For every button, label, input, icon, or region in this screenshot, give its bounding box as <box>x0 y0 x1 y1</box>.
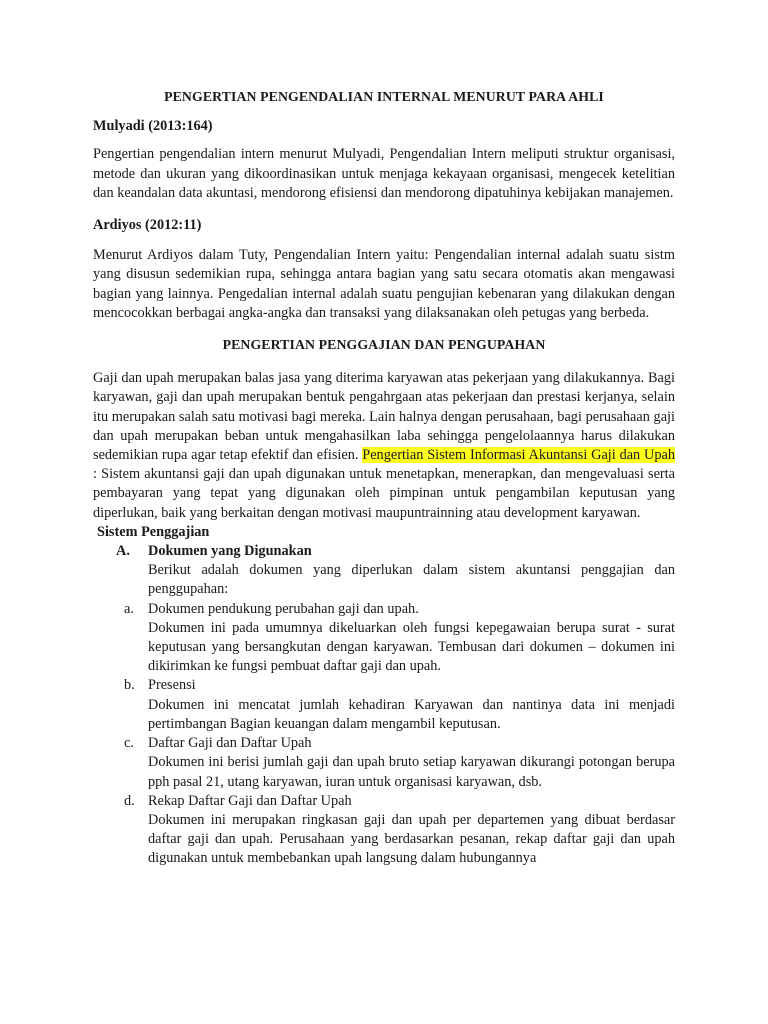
list-marker: a. <box>124 600 134 617</box>
list-item-label: Daftar Gaji dan Daftar Upah <box>148 735 312 752</box>
heading-mulyadi: Mulyadi (2013:164) <box>93 118 213 135</box>
list-item-b <box>93 676 675 695</box>
heading-sistem-penggajian: Sistem Penggajian <box>97 523 210 540</box>
list-item-label: Rekap Daftar Gaji dan Daftar Upah <box>148 792 352 809</box>
section-a-title: Dokumen yang Digunakan <box>148 543 312 560</box>
list-item-body: Dokumen ini pada umumnya dikeluarkan oleh fungsi kepegawaian berupa surat - surat keputusan yang bersangkutan dengan karyawan. Tembusan dari dokumen – dokumen ini dikirimkan ke fungsi pembuat daftar gaji dan upah. <box>148 619 675 675</box>
heading-ardiyos: Ardiyos (2012:11) <box>93 217 202 234</box>
gaji-upah-text: Gaji dan upah merupakan balas jasa yang diterima karyawan atas pekerjaan yang dilakukannya. Bagi karyawan, gaji dan upah merupakan bentuk pengahrgaan atas pekerjaan dan prestasi kerjanya, selain itu merupakan salah satu motivasi bagi mereka. Lain halnya dengan perusahaan, bagi perusahaan gaji dan upah merupakan beban untuk mengahasilkan laba sehingga pengelolaannya harus dilakukan sedemikian rupa agar tetap efektif dan efisien. <box>93 370 675 464</box>
list-item-label: Dokumen pendukung perubahan gaji dan upah. <box>148 600 419 617</box>
title-penggajian-pengupahan: PENGERTIAN PENGGAJIAN DAN PENGUPAHAN <box>222 337 546 353</box>
list-item-label: Presensi <box>148 677 196 694</box>
list-marker: d. <box>124 792 135 809</box>
paragraph-ardiyos: Menurut Ardiyos dalam Tuty, Pengendalian Intern yaitu: Pengendalian internal adalah suatu sistm yang disusun sedemikian rupa, sehingga antara bagian yang satu secara otomatis akan mengawasi bagian yang lainnya. Pengedalian internal adalah suatu pengujian kebenaran yang dilakukan dengan mencocokkan berbagai angka-angka dan transaksi yang dilaksanakan oleh petugas yang berbeda. <box>93 247 675 321</box>
list-item-body: Dokumen ini mencatat jumlah kehadiran Karyawan dan nantinya data ini menjadi pertimbangan Bagian keuangan dalam mengambil keputusan. <box>148 696 675 732</box>
paragraph-gaji-upah <box>93 369 675 523</box>
list-marker: b. <box>124 677 135 694</box>
section-a-letter: A. <box>116 543 130 560</box>
sia-definition-text: : Sistem akuntansi gaji dan upah digunakan untuk menetapkan, menerapkan, dan mengevaluasi serta pembayaran yang tepat yang digunakan oleh pimpinan untuk pengambilan keputusan yang diperlukan, baik yang berkaitan dengan motivasi maupuntrainning atau development karyawan. <box>93 466 675 521</box>
list-item-body: Dokumen ini berisi jumlah gaji dan upah bruto setiap karyawan dikurangi potongan berupa pph pasal 21, utang karyawan, iuran untuk organisasi karyawan, dsb. <box>148 754 675 790</box>
list-item-body: Dokumen ini merupakan ringkasan gaji dan upah per departemen yang dibuat berdasar daftar gaji dan upah. Perusahaan yang berdasarkan pesanan, rekap daftar gaji dan upah digunakan untuk membebankan upah langsung dalam hubungannya <box>148 811 675 867</box>
title-pengendalian-internal: PENGERTIAN PENGENDALIAN INTERNAL MENURUT PARA AHLI <box>164 89 604 104</box>
list-item-c <box>93 734 675 753</box>
list-item-a <box>93 600 675 619</box>
highlighted-sia-definition: Pengertian Sistem Informasi Akuntansi Gaji dan Upah <box>362 447 675 464</box>
list-marker: c. <box>124 735 134 752</box>
list-item-d <box>93 792 675 811</box>
paragraph-mulyadi: Pengertian pengendalian intern menurut Mulyadi, Pengendalian Intern meliputi struktur organisasi, metode dan ukuran yang dikoordinasikan untuk menjaga kekayaan organisasi, mengecek ketelitian dan keandalan data akuntasi, mendorong efisiensi dan mendorong dipatuhinya kebijakan manajemen. <box>93 146 675 201</box>
section-a-heading <box>93 542 675 561</box>
section-a-intro: Berikut adalah dokumen yang diperlukan dalam sistem akuntansi penggajian dan penggupahan: <box>148 562 675 598</box>
